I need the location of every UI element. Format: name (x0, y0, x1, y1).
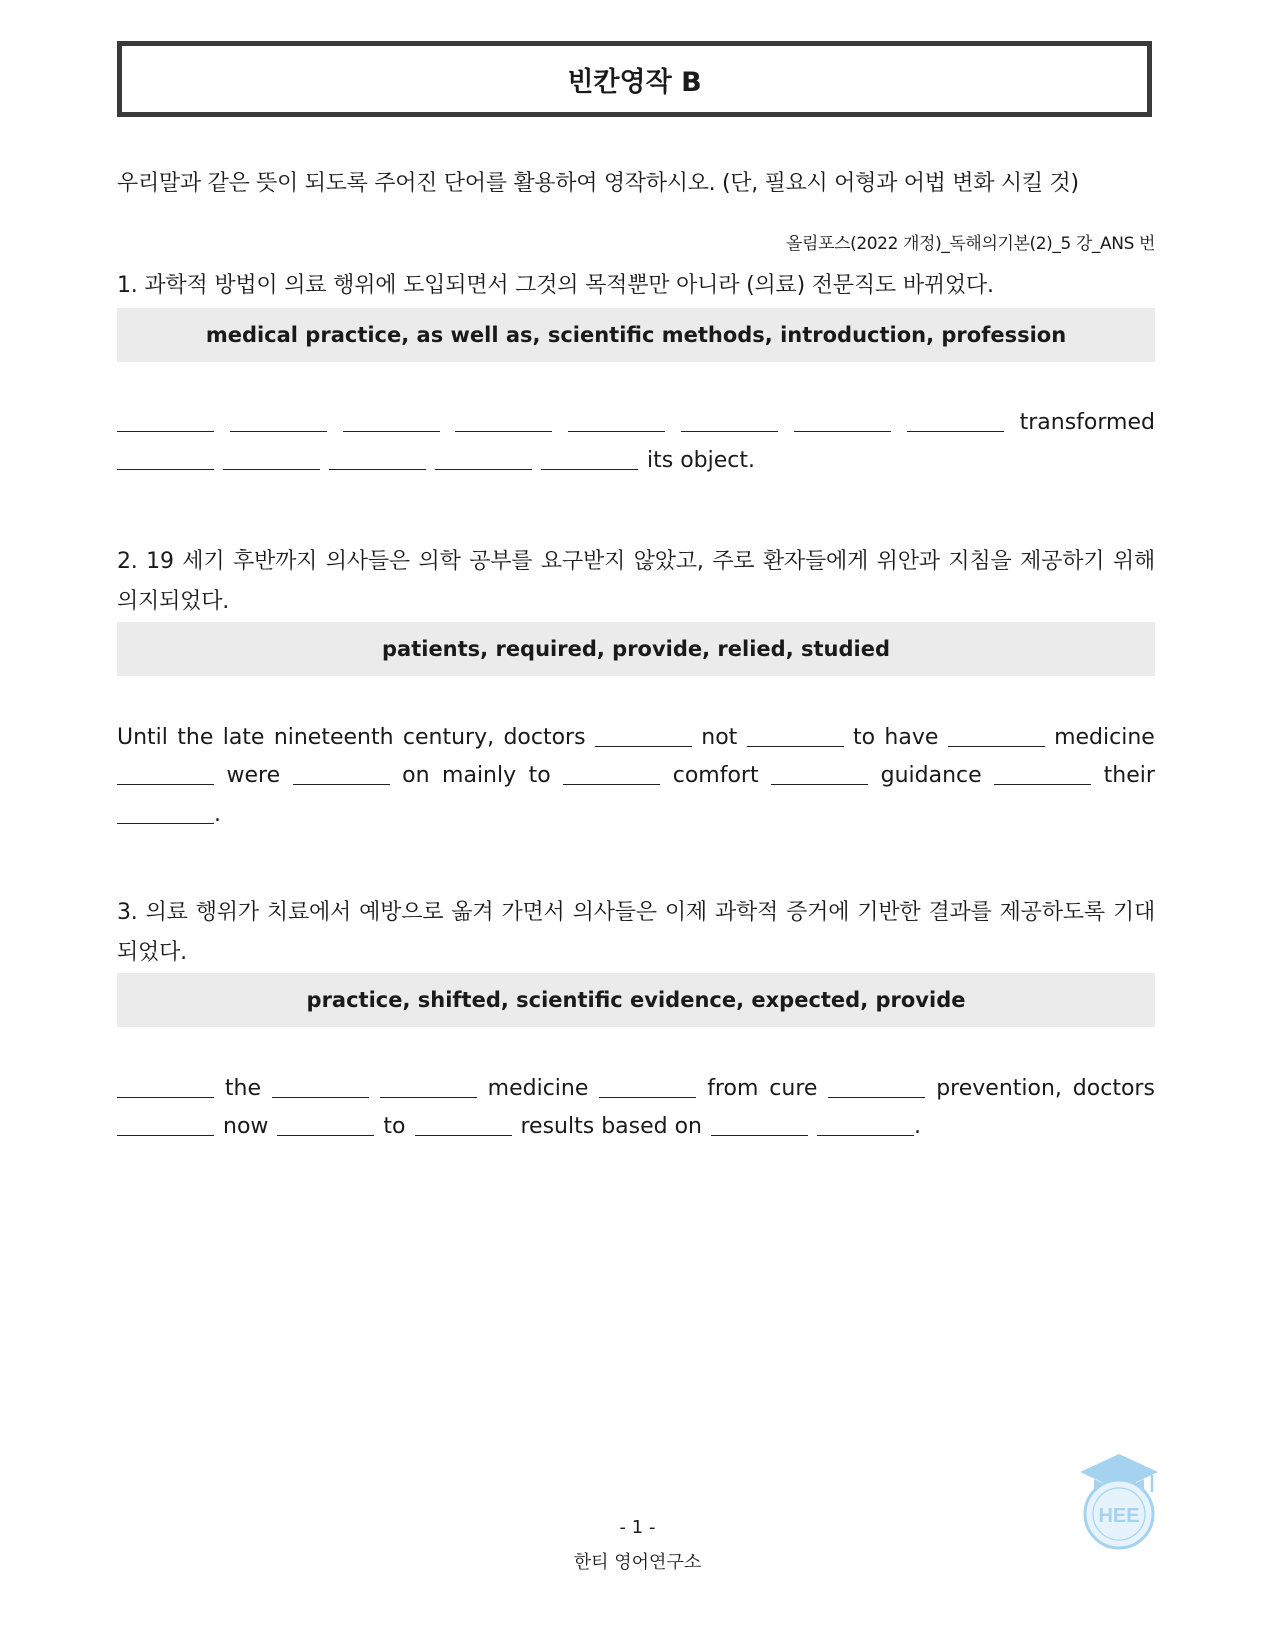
question-3-korean: 3. 의료 행위가 치료에서 예방으로 옮겨 가면서 의사들은 이제 과학적 증거에 기반한 결과를 제공하도록 기대되었다. (117, 900, 1155, 965)
question-2-korean: 2. 19 세기 후반까지 의사들은 의학 공부를 요구받지 않았고, 주로 환자들에게 위안과 지침을 제공하기 위해 의지되었다. (117, 549, 1155, 614)
sentence-word: cure (769, 1076, 818, 1101)
question-3-answer-line-1 (117, 1070, 1155, 1102)
sentence-period: . (914, 1114, 921, 1139)
answer-blank[interactable] (272, 1097, 369, 1098)
answer-blank[interactable] (794, 431, 891, 432)
answer-blank[interactable] (563, 784, 660, 785)
answer-blank[interactable] (568, 431, 665, 432)
answer-blank[interactable] (711, 1135, 808, 1136)
sentence-word: prevention, (936, 1076, 1062, 1101)
logo-watermark (1078, 1450, 1160, 1550)
answer-blank[interactable] (828, 1097, 925, 1098)
answer-blank[interactable] (117, 823, 214, 824)
sentence-word: mainly (442, 763, 517, 788)
answer-blank[interactable] (817, 1135, 914, 1136)
sentence-word: late (222, 725, 265, 750)
sentence-word: doctors (1072, 1076, 1155, 1101)
sentence-word: the (177, 725, 214, 750)
question-2-answer-line-2 (117, 757, 1155, 789)
answer-blank[interactable] (277, 1135, 374, 1136)
sentence-word: on (402, 763, 430, 788)
answer-blank[interactable] (599, 1097, 696, 1098)
sentence-word: nineteenth (273, 725, 394, 750)
answer-blank[interactable] (435, 469, 532, 470)
answer-blank[interactable] (293, 784, 390, 785)
sentence-word: now (223, 1114, 269, 1139)
footer-org: 한티 영어연구소 (573, 1552, 702, 1573)
sentence-word: to (852, 725, 876, 750)
answer-blank[interactable] (380, 1097, 477, 1098)
sentence-word: the (224, 1076, 261, 1101)
question-1-answer-line-1 (117, 404, 1155, 436)
question-2-words: patients, required, provide, relied, studied (382, 637, 890, 661)
sentence-word: comfort (672, 763, 759, 788)
sentence-word: results based on (520, 1114, 702, 1139)
answer-blank[interactable] (681, 431, 778, 432)
title-box (117, 41, 1152, 117)
answer-blank[interactable] (771, 784, 868, 785)
answer-blank[interactable] (595, 746, 692, 747)
sentence-word: from (707, 1076, 759, 1101)
sentence-word: have (884, 725, 939, 750)
answer-blank[interactable] (907, 431, 1004, 432)
sentence-word: their (1103, 763, 1155, 788)
question-3-answer-line-2 (117, 1108, 1155, 1140)
question-1-words: medical practice, as well as, scientific methods, introduction, profession (205, 323, 1067, 347)
svg-text:HEE: HEE (1098, 1505, 1140, 1527)
answer-blank[interactable] (117, 1097, 214, 1098)
question-2-word-box (117, 622, 1155, 676)
question-2-answer-line-3 (117, 796, 1155, 828)
answer-blank[interactable] (117, 1135, 214, 1136)
answer-blank[interactable] (541, 469, 638, 470)
sentence-word: to (528, 763, 551, 788)
sentence-word: not (701, 725, 738, 750)
question-1-answer-line-2 (117, 442, 1155, 474)
answer-blank[interactable] (455, 431, 552, 432)
question-3-words: practice, shifted, scientific evidence, expected, provide (306, 988, 966, 1012)
sentence-word: century, (402, 725, 495, 750)
answer-blank[interactable] (117, 469, 214, 470)
answer-blank[interactable] (747, 746, 844, 747)
answer-blank[interactable] (117, 431, 214, 432)
answer-blank[interactable] (343, 431, 440, 432)
answer-blank[interactable] (948, 746, 1045, 747)
graduation-cap-icon (1078, 1450, 1160, 1550)
question-1-word-box (117, 308, 1155, 362)
sentence-word: medicine (1054, 725, 1155, 750)
sentence-word: guidance (880, 763, 982, 788)
answer-blank[interactable] (994, 784, 1091, 785)
answer-blank[interactable] (117, 784, 214, 785)
question-2-answer-line-1 (117, 719, 1155, 751)
sentence-word: medicine (487, 1076, 589, 1101)
question-1-korean: 1. 과학적 방법이 의료 행위에 도입되면서 그것의 목적뿐만 아니라 (의료) 전문직도 바뀌었다. (117, 273, 994, 298)
page-number: - 1 - (619, 1517, 656, 1538)
given-word: its object. (647, 448, 755, 473)
sentence-word: Until (117, 725, 168, 750)
answer-blank[interactable] (230, 431, 327, 432)
sentence-word: were (226, 763, 281, 788)
question-3-word-box (117, 973, 1155, 1027)
sentence-period: . (214, 802, 221, 827)
answer-blank[interactable] (415, 1135, 512, 1136)
given-word: transformed (1019, 410, 1155, 435)
answer-blank[interactable] (329, 469, 426, 470)
page-title: 빈칸영작 B (567, 66, 702, 98)
source-reference: 올림포스(2022 개정)_독해의기본(2)_5 강_ANS 번 (786, 234, 1155, 254)
sentence-word: doctors (503, 725, 586, 750)
sentence-word: to (383, 1114, 406, 1139)
instruction-text: 우리말과 같은 뜻이 되도록 주어진 단어를 활용하여 영작하시오. (단, 필요시 어형과 어법 변화 시킬 것) (117, 171, 1079, 196)
answer-blank[interactable] (223, 469, 320, 470)
